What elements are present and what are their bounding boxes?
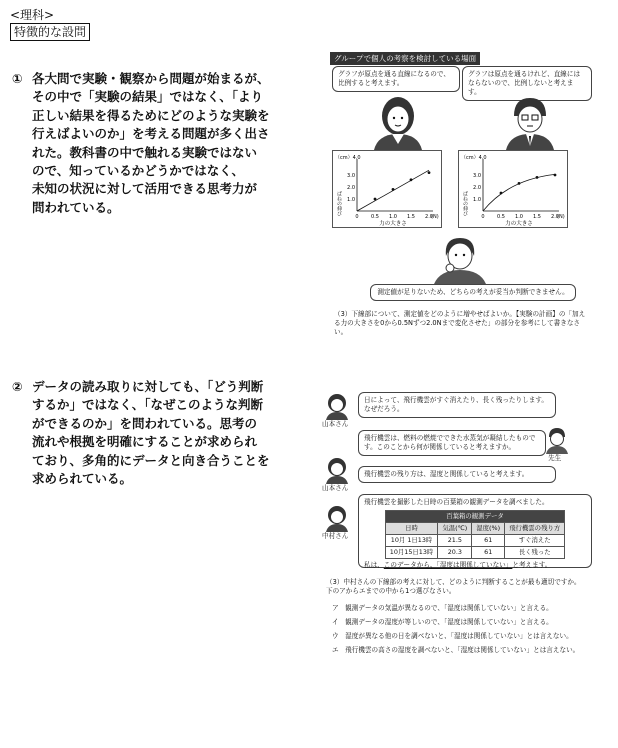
bubble-left: グラフが原点を通る直線になるので、比例すると考えます。: [332, 66, 460, 92]
data-point: [554, 174, 557, 177]
table-header-cell: 飛行機雲の残り方: [505, 523, 565, 535]
data-point: [374, 198, 377, 201]
point-1-number: ①: [12, 71, 23, 86]
graph-right: [458, 150, 568, 228]
conclusion-post: と考えます。: [512, 561, 552, 569]
data-point: [392, 188, 395, 191]
point-1-text: 各大問で実験・観察から問題が始まるが、 その中で「実験の結果」ではなく、「より 正しい結果を得るためにどのような実験を 行えばよいのか」を考える問題が多く出さ れた。教科書の中で触れる実験ではない ので、知っているかどうかではなく、 未知の状況に対して活用できる思考力が 問われている。: [32, 71, 270, 215]
table-cell: 長く残った: [505, 547, 565, 559]
table-title: 百葉箱の観測データ: [385, 511, 565, 523]
nakamura-intro: 飛行機雲を撮影した日時の百葉箱の観測データを調べました。: [364, 498, 549, 506]
yamamoto-avatar-icon: [324, 392, 350, 420]
table-header-cell: 日時: [385, 523, 438, 535]
data-point: [500, 192, 503, 195]
bubble-nakamura: [358, 494, 592, 568]
data-point: [518, 182, 521, 185]
data-point: [428, 171, 431, 174]
table-header-cell: 湿度(%): [472, 523, 505, 535]
figure-2-question: （3）中村さんの下線部の考えに対して、どのように判断することが最も適切ですか。下のアからエまでの中から1つ選びなさい。: [326, 578, 581, 595]
figure-spring-experiment: [330, 52, 590, 337]
x-tick-label: 0.5: [497, 214, 505, 220]
x-axis-unit: (N): [557, 214, 565, 220]
graph-left-svg: [333, 151, 441, 227]
x-tick-label: 0: [355, 214, 359, 220]
bubble-yamamoto-2: 飛行機雲の残り方は、湿度と関係していると考えます。: [358, 466, 556, 483]
option-u: ウ 湿度が異なる他の日を調べないと、「湿度は関係していない」とは言えない。: [332, 632, 573, 640]
point-2: [12, 378, 294, 488]
teacher-avatar-icon: [544, 426, 570, 454]
answer-options: [332, 604, 584, 655]
y-tick-label: 3.0: [473, 173, 481, 179]
x-tick-label: 2.0: [425, 214, 433, 220]
table-cell: 61: [472, 535, 505, 547]
x-tick-label: 1.0: [389, 214, 397, 220]
y-axis-label: ばねの伸び: [462, 191, 468, 216]
nakamura-avatar-icon: [324, 504, 350, 532]
nakamura-conclusion: [364, 561, 586, 570]
x-tick-label: 0: [481, 214, 485, 220]
y-tick-label: 1.0: [347, 197, 355, 203]
table-cell: 20.3: [438, 547, 472, 559]
x-tick-label: 1.0: [515, 214, 523, 220]
yamamoto-avatar-icon-2: [324, 456, 350, 484]
graph-left: [332, 150, 442, 228]
table-cell: 21.5: [438, 535, 472, 547]
teacher-illustration: [420, 232, 500, 284]
student-girl-illustration: [358, 94, 438, 150]
bubble-teacher: 飛行機雲は、燃料の燃焼でできた水蒸気が凝結したものです。このことから何が関係していると考えますか。: [358, 430, 546, 456]
data-point: [536, 176, 539, 179]
figure-1-question: （3）下線部について、測定値をどのように増やせばよいか。【実験の計画】の「加える力の大きさを0から0.5Nずつ2.0Nまで変化させた」の部分を参考にして書きなさい。: [334, 310, 586, 336]
option-e: エ 飛行機雲の高さの湿度を調べないと、「湿度は関係していない」とは言えない。: [332, 646, 580, 654]
observation-table: [385, 510, 566, 559]
y-axis-unit: （cm）4.0: [461, 155, 487, 161]
x-tick-label: 1.5: [533, 214, 541, 220]
option-i: イ 観測データの湿度が等しいので、「湿度は関係していない」と言える。: [332, 618, 553, 626]
bubble-yamamoto-1: 日によって、飛行機雲がすぐ消えたり、長く残ったりします。なぜだろう。: [358, 392, 556, 418]
section-tag: 特徴的な設問: [10, 23, 90, 41]
y-tick-label: 2.0: [473, 185, 481, 191]
graph-right-svg: [459, 151, 567, 227]
table-row: [385, 547, 565, 559]
x-axis-label: 力の大きさ: [505, 221, 533, 227]
x-tick-label: 2.0: [551, 214, 559, 220]
point-2-text: データの読み取りに対しても、「どう判断 するか」ではなく、「なぜこのような判断 ができるのか」を問われている。思考の 流れや根拠を明確にすることが求められ ており、多角的にデータと向き合うことを 求められている。: [32, 379, 270, 487]
student-boy-illustration: [490, 94, 570, 150]
subject-header: <理科>: [10, 8, 55, 22]
table-cell: 61: [472, 547, 505, 559]
nakamura-name: 中村さん: [322, 532, 349, 540]
table-cell: 10月15日13時: [385, 547, 438, 559]
y-axis-label: ばねの伸び: [336, 191, 342, 216]
option-a: ア 観測データの気温が異なるので、「湿度は関係していない」と言える。: [332, 604, 553, 612]
conclusion-pre: 私は、: [364, 561, 384, 569]
point-2-number: ②: [12, 379, 23, 394]
table-cell: 10月 1日13時: [385, 535, 438, 547]
trend-curve: [483, 174, 555, 211]
figure-contrail-discussion: [322, 390, 586, 665]
x-axis-unit: (N): [431, 214, 439, 220]
table-row: [385, 535, 565, 547]
conclusion-underlined: このデータから、「湿度は関係していない」: [383, 561, 513, 569]
data-point: [410, 178, 413, 181]
x-axis-label: 力の大きさ: [379, 221, 407, 227]
yamamoto-name-2: 山本さん: [322, 484, 349, 492]
x-tick-label: 1.5: [407, 214, 415, 220]
y-tick-label: 1.0: [473, 197, 481, 203]
figure-1-caption: グループで個人の考察を検討している場面: [330, 52, 480, 65]
bubble-bottom: 測定値が足りないため、どちらの考えが妥当か判断できません。: [370, 284, 576, 301]
teacher-name: 先生: [548, 454, 562, 462]
point-1: [12, 70, 294, 217]
y-tick-label: 2.0: [347, 185, 355, 191]
table-header-cell: 気温(℃): [438, 523, 472, 535]
x-tick-label: 0.5: [371, 214, 379, 220]
yamamoto-name: 山本さん: [322, 420, 349, 428]
bubble-right: グラフは原点を通るけれど、直線には ならないので、比例しないと考えます。: [462, 66, 592, 101]
table-cell: すぐ消えた: [505, 535, 565, 547]
y-axis-unit: （cm）4.0: [335, 155, 361, 161]
y-tick-label: 3.0: [347, 173, 355, 179]
